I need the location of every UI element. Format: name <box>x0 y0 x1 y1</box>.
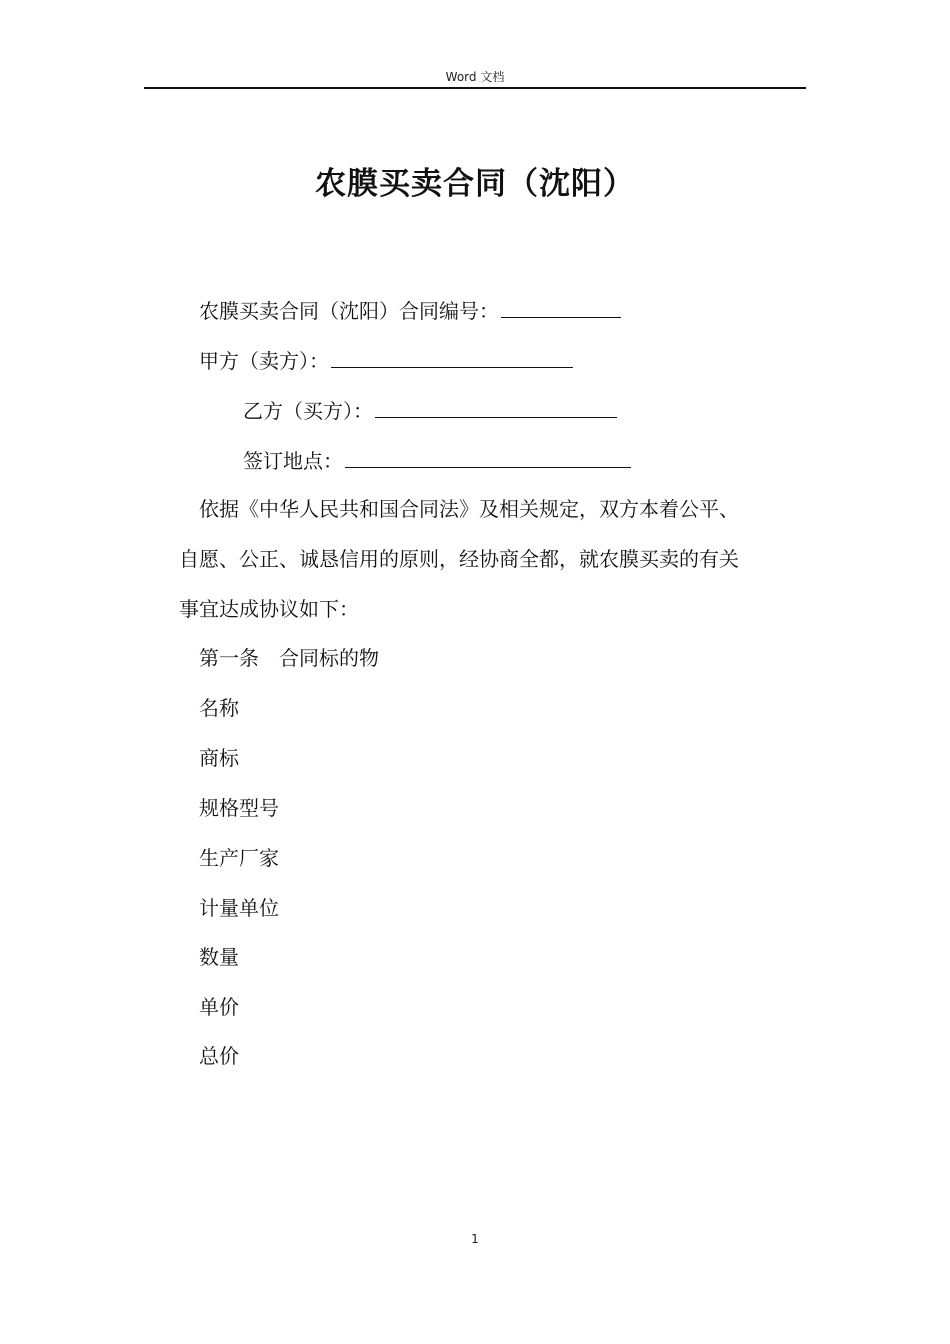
item-trademark: 商标 <box>199 746 239 770</box>
page-number: 1 <box>471 1232 479 1246</box>
item-unit: 计量单位 <box>199 896 279 920</box>
party-a-label: 甲方（卖方）： <box>199 349 329 373</box>
contract-number-line <box>199 297 621 323</box>
preamble-line-2: 自愿、公正、诚恳信用的原则，经协商全都，就农膜买卖的有关 <box>179 547 739 571</box>
party-a-line <box>199 347 573 373</box>
party-b-field <box>375 397 617 418</box>
sign-place-line <box>243 447 631 473</box>
sign-place-label: 签订地点： <box>243 449 343 473</box>
page-header-label: Word 文档 <box>445 70 505 84</box>
sign-place-field <box>345 447 631 468</box>
item-manufacturer: 生产厂家 <box>199 846 279 870</box>
item-spec-model: 规格型号 <box>199 796 279 820</box>
header-rule <box>144 87 806 89</box>
item-name: 名称 <box>199 696 239 720</box>
party-b-line <box>243 397 617 423</box>
item-quantity: 数量 <box>199 945 239 969</box>
item-unit-price: 单价 <box>199 995 239 1019</box>
preamble-line-1: 依据《中华人民共和国合同法》及相关规定，双方本着公平、 <box>199 497 739 521</box>
item-total-price: 总价 <box>199 1044 239 1068</box>
preamble-line-3: 事宜达成协议如下： <box>179 597 359 621</box>
party-b-label: 乙方（买方）： <box>243 399 373 423</box>
document-title: 农膜买卖合同（沈阳） <box>315 166 635 202</box>
contract-number-label: 农膜买卖合同（沈阳）合同编号： <box>199 299 499 323</box>
article-1-title: 第一条 合同标的物 <box>199 646 379 670</box>
party-a-field <box>331 347 573 368</box>
contract-number-field <box>501 297 621 318</box>
